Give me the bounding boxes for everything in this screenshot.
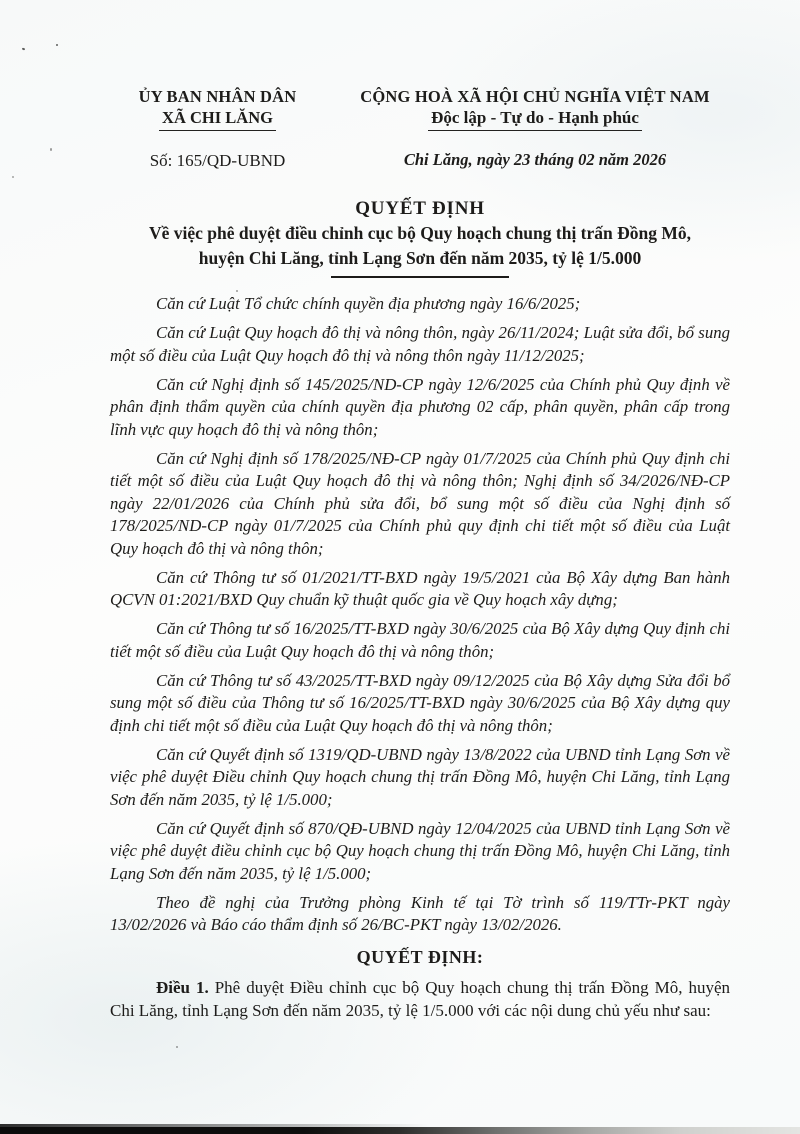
scan-speck	[12, 176, 14, 178]
scan-edge-artifact	[0, 1127, 800, 1134]
recital-paragraph: Căn cứ Nghị định số 145/2025/ND-CP ngày 12/6/2025 của Chính phủ Quy định về phân định thẩm quyền của chính quyền địa phương 02 cấp, phân quyền, phân cấp trong lĩnh vực quy hoạch đô thị và nông thôn;	[110, 374, 730, 439]
national-header-block	[340, 86, 730, 171]
place-date-line: Chi Lăng, ngày 23 tháng 02 năm 2026	[403, 150, 667, 169]
scan-speck	[176, 1046, 178, 1048]
scan-speck	[50, 148, 52, 151]
recital-paragraph: Căn cứ Luật Quy hoạch đô thị và nông thôn, ngày 26/11/2024; Luật sửa đổi, bổ sung một số điều của Luật Quy hoạch đô thị và nông thôn ngày 11/12/2025;	[110, 323, 730, 365]
title-block	[110, 197, 730, 278]
title-separator-rule	[331, 276, 509, 278]
scan-speck	[56, 44, 58, 46]
article-1-text: Phê duyệt Điều chỉnh cục bộ Quy hoạch chung thị trấn Đồng Mô, huyện Chi Lăng, tỉnh Lạng Sơn đến năm 2035, tỷ lệ 1/5.000 với các nội dung chủ yếu như sau:	[110, 977, 731, 1020]
national-motto: Độc lập - Tự do - Hạnh phúc	[428, 107, 642, 131]
recital-paragraph: Căn cứ Quyết định số 870/QĐ-UBND ngày 12/04/2025 của UBND tỉnh Lạng Sơn về việc phê duyệt điều chỉnh cục bộ Quy hoạch chung thị trấn Đồng Mô, huyện Chi Lăng, tỉnh Lạng Sơn đến năm 2035, tỷ lệ 1/5.000;	[110, 818, 730, 883]
recital-paragraph: Căn cứ Thông tư số 16/2025/TT-BXD ngày 30/6/2025 của Bộ Xây dựng Quy định chi tiết một số điều của Luật Quy hoạch đô thị và nông thôn;	[110, 619, 730, 661]
recital-paragraph: Căn cứ Thông tư số 43/2025/TT-BXD ngày 09/12/2025 của Bộ Xây dựng Sửa đổi bổ sung một số điều của Thông tư số 16/2025/TT-BXD ngày 30/6/2025 của Bộ Xây dựng quy định chi tiết một số điều của Luật Quy hoạch đô thị và nông thôn;	[110, 670, 730, 735]
recital-paragraph: Căn cứ Nghị định số 178/2025/NĐ-CP ngày 01/7/2025 của Chính phủ Quy định chi tiết một số điều của Luật Quy hoạch đô thị và nông thôn; Nghị định số 34/2026/NĐ-CP ngày 22/01/2026 của Chính phủ sửa đổi, bổ sung một số điều của Nghị định số 178/2025/ND-CP ngày 01/7/2025 của Chính phủ quy định chi tiết một số điều của Luật Quy hoạch đô thị và nông thôn;	[110, 448, 730, 558]
document-subject-line2: huyện Chi Lăng, tỉnh Lạng Sơn đến năm 2035, tỷ lệ 1/5.000	[198, 248, 642, 268]
document-number: Số: 165/QD-UBND	[149, 151, 286, 170]
document-body	[110, 293, 730, 1022]
national-title: CỘNG HOÀ XÃ HỘI CHỦ NGHĨA VIỆT NAM	[360, 87, 710, 106]
scan-speck	[236, 290, 238, 292]
document-subject-line1: Về việc phê duyệt điều chỉnh cục bộ Quy hoạch chung thị trấn Đồng Mô,	[148, 223, 692, 243]
national-motto-wrapper	[340, 107, 730, 131]
issuer-org: XÃ CHI LĂNG	[159, 107, 276, 131]
issuer-parent-org: ỦY BAN NHÂN DÂN	[138, 87, 297, 106]
article-1-paragraph	[110, 976, 730, 1022]
recital-paragraph: Căn cứ Luật Tổ chức chính quyền địa phương ngày 16/6/2025;	[156, 294, 581, 313]
enacting-heading: QUYẾT ĐỊNH:	[356, 946, 484, 967]
recital-paragraph: Căn cứ Thông tư số 01/2021/TT-BXD ngày 19/5/2021 của Bộ Xây dựng Ban hành QCVN 01:2021/BXD Quy chuẩn kỹ thuật quốc gia về Quy hoạch xây dựng;	[110, 567, 730, 609]
document-title: QUYẾT ĐỊNH	[355, 198, 485, 219]
issuing-authority-block	[95, 86, 340, 171]
recital-paragraph: Căn cứ Quyết định số 1319/QD-UBND ngày 13/8/2022 của UBND tỉnh Lạng Sơn về việc phê duyệt Điều chỉnh Quy hoạch chung thị trấn Đồng Mô, huyện Chi Lăng, tỉnh Lạng Sơn đến năm 2035, tỷ lệ 1/5.000;	[110, 744, 730, 809]
article-1-label: Điều 1.	[156, 977, 209, 997]
issuer-org-wrapper	[95, 107, 340, 131]
document-header	[0, 0, 800, 171]
recital-paragraph: Theo đề nghị của Trưởng phòng Kinh tế tại Tờ trình số 119/TTr-PKT ngày 13/02/2026 và Báo cáo thẩm định số 26/BC-PKT ngày 13/02/2026.	[110, 892, 730, 934]
